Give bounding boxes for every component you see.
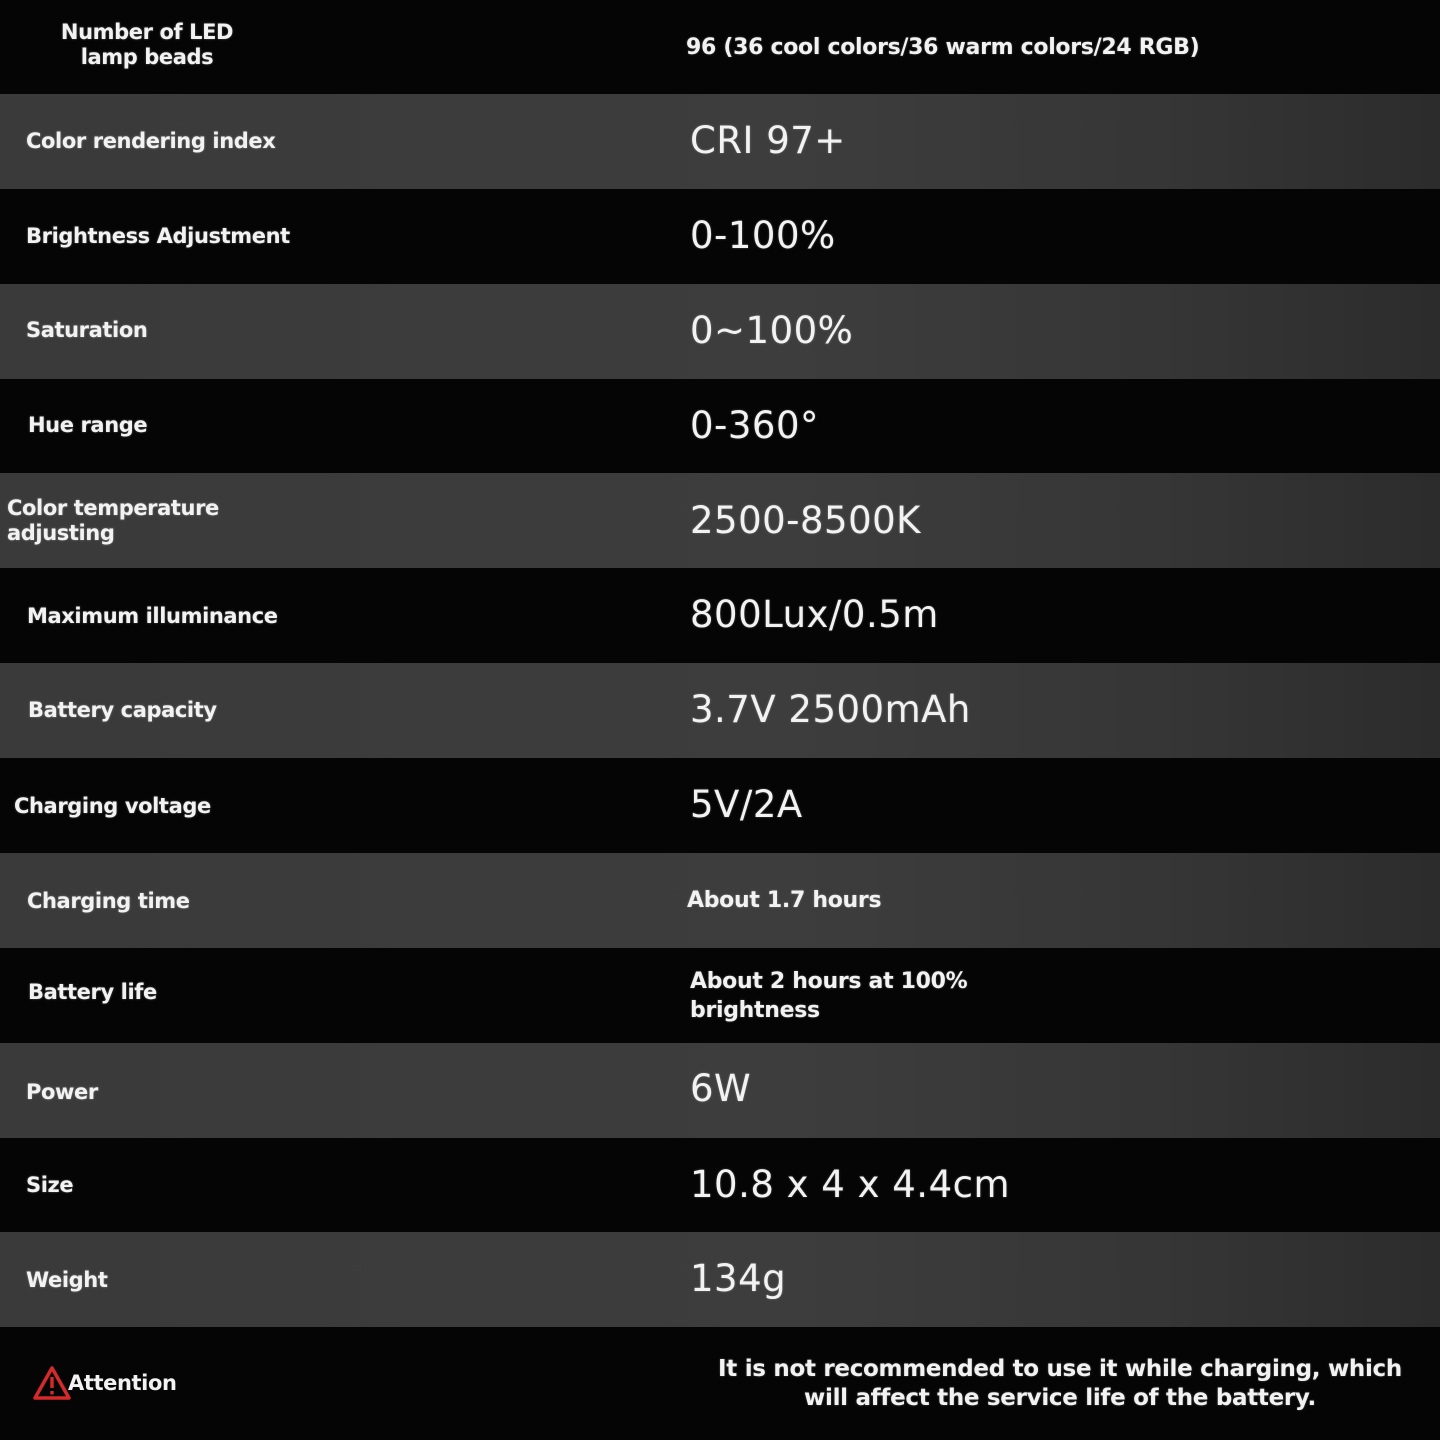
- spec-row-battery-capacity: [0, 663, 1440, 758]
- spec-label: Battery capacity: [28, 698, 217, 722]
- spec-value: 0-100%: [690, 214, 836, 257]
- spec-value: 3.7V 2500mAh: [690, 688, 971, 731]
- attention-label: Attention: [68, 1371, 177, 1395]
- spec-label: Battery life: [28, 980, 157, 1004]
- spec-label: Color rendering index: [26, 129, 276, 153]
- spec-row-illuminance: [0, 568, 1440, 663]
- spec-value: 800Lux/0.5m: [690, 593, 939, 636]
- spec-row-brightness: [0, 189, 1440, 284]
- warning-icon: [32, 1365, 72, 1401]
- spec-value: 6W: [690, 1067, 752, 1110]
- spec-row-led-beads: [0, 0, 1440, 94]
- spec-value: 10.8 x 4 x 4.4cm: [690, 1163, 1010, 1206]
- spec-row-charging-voltage: [0, 758, 1440, 853]
- spec-row-weight: [0, 1232, 1440, 1327]
- spec-row-power: [0, 1043, 1440, 1138]
- spec-row-battery-life: [0, 948, 1440, 1043]
- spec-label: Saturation: [26, 318, 148, 342]
- spec-label: Brightness Adjustment: [26, 224, 290, 248]
- spec-value: About 2 hours at 100% brightness: [690, 969, 968, 1023]
- spec-row-color-temp: [0, 473, 1440, 568]
- spec-value: 5V/2A: [690, 783, 803, 826]
- spec-row-saturation: [0, 284, 1440, 379]
- spec-label: Weight: [26, 1268, 108, 1292]
- spec-row-charging-time: [0, 853, 1440, 948]
- spec-row-size: [0, 1138, 1440, 1233]
- spec-label: Charging time: [27, 889, 190, 913]
- spec-row-hue: [0, 379, 1440, 474]
- spec-label: Power: [26, 1080, 98, 1104]
- spec-value: 0~100%: [690, 309, 854, 352]
- attention-row: [0, 1327, 1440, 1440]
- spec-label: Color temperature adjusting: [7, 496, 219, 545]
- spec-value: About 1.7 hours: [687, 888, 882, 913]
- spec-value: CRI 97+: [690, 119, 846, 162]
- spec-label: Number of LED lamp beads: [60, 20, 234, 69]
- spec-value: 2500-8500K: [690, 499, 921, 542]
- attention-message: It is not recommended to use it while charging, which will affect the service life of the battery.: [718, 1356, 1402, 1411]
- spec-label: Hue range: [28, 413, 148, 437]
- spec-value: 96 (36 cool colors/36 warm colors/24 RGB): [686, 35, 1200, 60]
- spec-label: Maximum illuminance: [27, 604, 278, 628]
- spec-value: 134g: [690, 1257, 787, 1300]
- spec-label: Charging voltage: [14, 794, 211, 818]
- attention-heading: [32, 1365, 177, 1401]
- spec-row-cri: [0, 94, 1440, 189]
- spec-label: Size: [26, 1173, 74, 1197]
- spec-value: 0-360°: [690, 404, 820, 447]
